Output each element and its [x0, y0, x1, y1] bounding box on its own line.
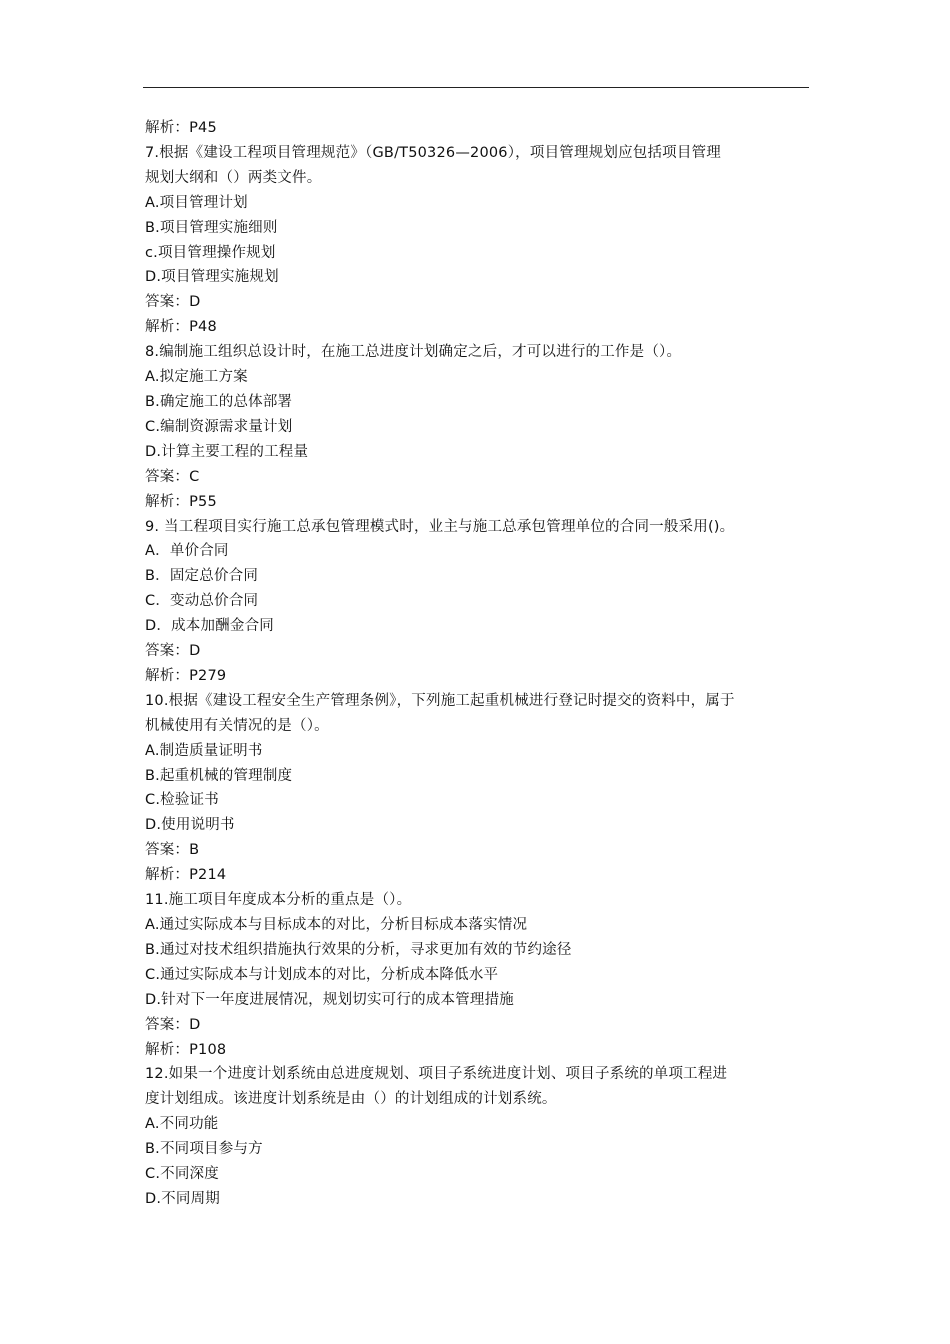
analysis-line: 解析：P55 [145, 493, 217, 510]
option-line: A.不同功能 [145, 1116, 219, 1133]
option-line: B.不同项目参与方 [145, 1141, 263, 1158]
answer-line: 答案：D [145, 643, 201, 660]
question-line: 7.根据《建设工程项目管理规范》（GB/T50326—2006），项目管理规划应包括项目管理 [145, 144, 721, 161]
answer-line: 答案：D [145, 294, 201, 311]
option-line: D.项目管理实施规划 [145, 269, 279, 286]
option-line: D.不同周期 [145, 1190, 220, 1207]
question-line: 8.编制施工组织总设计时，在施工总进度计划确定之后，才可以进行的工作是（）。 [145, 344, 682, 361]
question-line: 机械使用有关情况的是（）。 [145, 717, 329, 734]
option-line: C.编制资源需求量计划 [145, 418, 293, 435]
option-line: A．单价合同 [145, 543, 229, 560]
question-line: 10.根据《建设工程安全生产管理条例》，下列施工起重机械进行登记时提交的资料中，属于 [145, 692, 735, 709]
question-line: 11.施工项目年度成本分析的重点是（）。 [145, 892, 412, 909]
option-line: C.不同深度 [145, 1166, 219, 1183]
option-line: A.通过实际成本与目标成本的对比，分析目标成本落实情况 [145, 917, 528, 933]
question-line: 9. 当工程项目实行施工总承包管理模式时，业主与施工总承包管理单位的合同一般采用()。 [145, 518, 735, 535]
question-line: 度计划组成。该进度计划系统是由（）的计划组成的计划系统。 [145, 1091, 557, 1108]
question-line: 12.如果一个进度计划系统由总进度规划、项目子系统进度计划、项目子系统的单项工程进 [145, 1066, 728, 1083]
option-line: A.项目管理计划 [145, 194, 248, 211]
answer-line: 答案：C [145, 468, 200, 485]
option-line: B.项目管理实施细则 [145, 219, 278, 236]
option-line: A.拟定施工方案 [145, 369, 248, 386]
option-line: C.通过实际成本与计划成本的对比，分析成本降低水平 [145, 966, 499, 983]
analysis-line: 解析：P45 [145, 120, 217, 136]
analysis-line: 解析：P108 [145, 1041, 227, 1058]
option-line: D.使用说明书 [145, 817, 235, 834]
analysis-line: 解析：P48 [145, 319, 217, 336]
option-line: B．固定总价合同 [145, 568, 259, 585]
question-line: 规划大纲和（）两类文件。 [145, 169, 322, 186]
analysis-line: 解析：P279 [145, 667, 227, 684]
analysis-line: 解析：P214 [145, 867, 227, 884]
header-rule [143, 87, 809, 88]
answer-line: 答案：B [145, 842, 200, 859]
option-line: A.制造质量证明书 [145, 742, 263, 759]
option-line: B.起重机械的管理制度 [145, 767, 293, 784]
option-line: D．成本加酬金合同 [145, 618, 274, 635]
option-line: c.项目管理操作规划 [145, 244, 276, 261]
document-body [145, 116, 815, 1212]
answer-line: 答案：D [145, 1016, 201, 1033]
option-line: B.确定施工的总体部署 [145, 393, 293, 410]
option-line: C．变动总价合同 [145, 593, 259, 610]
option-line: B.通过对技术组织措施执行效果的分析，寻求更加有效的节约途径 [145, 941, 572, 958]
option-line: C.检验证书 [145, 792, 219, 809]
option-line: D.计算主要工程的工程量 [145, 443, 309, 460]
option-line: D.针对下一年度进展情况，规划切实可行的成本管理措施 [145, 991, 514, 1008]
